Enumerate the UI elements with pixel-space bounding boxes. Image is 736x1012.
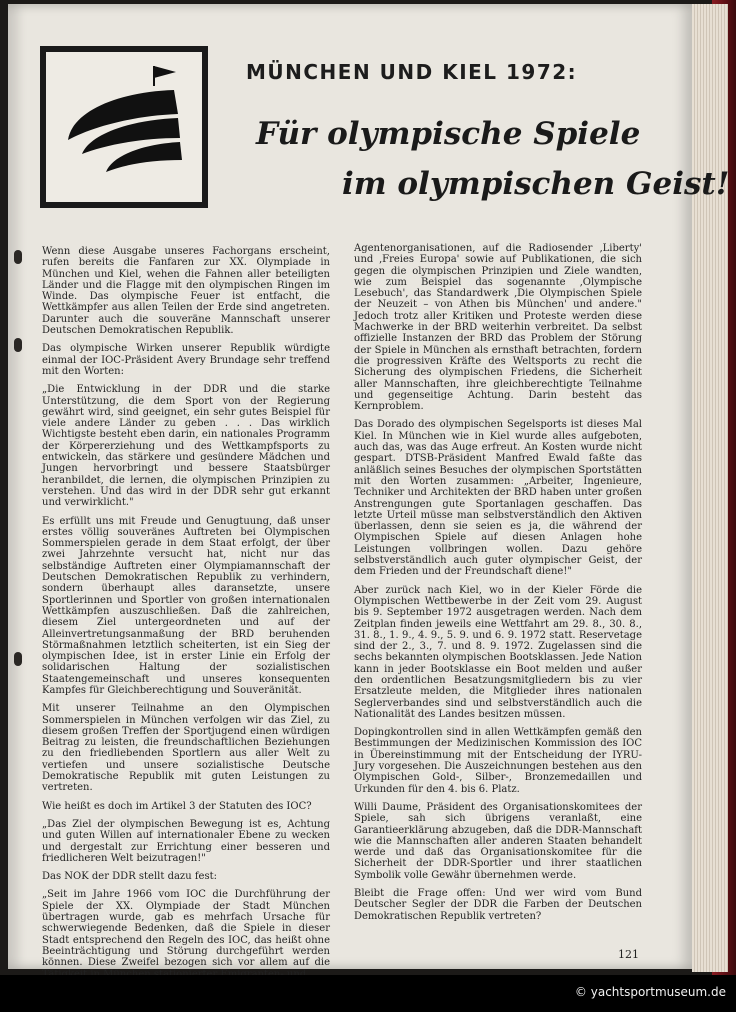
paragraph: Das Dorado des olympischen Segelsports ist dieses Mal Kiel. In München wie in Kiel wurde alles aufgeboten, auch das, was das Auge erfreut. An Kosten wurde nicht gespart. DTSB-Präsident Manfred Ewald faßte das anläßlich seines Besuches der olympischen Sportstätten mit den Worten zusammen: „Arbeiter, Ingenieure, Techniker und Architekten der BRD haben unter großen Anstrengungen gute Sportanlagen geschaffen. Das letzte Urteil müsse man selbstverständlich den Aktiven überlassen, denn sie seien es ja, die während der Olympischen Spiele auf diesen Anlagen hohe Leistungen vollbringen wollen. Dazu gehöre selbstverständlich auch guter olympischer Geist, der dem Frieden und der Freundschaft diene!" bbox=[354, 419, 642, 578]
paragraph: Dopingkontrollen sind in allen Wettkämpfen gemäß den Bestimmungen der Medizinischen Kommission des IOC in Übereinstimmung mit der Entscheidung der IYRU-Jury vorgesehen. Die Auszeichnungen bestehen aus den Olympischen Gold-, Silber-, Bronzemedaillen und Urkunden für den 4. bis 6. Platz. bbox=[354, 727, 642, 795]
binding-hole-icon bbox=[14, 652, 22, 666]
article-heading: MÜNCHEN UND KIEL 1972: bbox=[246, 60, 578, 84]
page-number: 121 bbox=[618, 948, 639, 961]
olympic-sail-logo bbox=[40, 46, 208, 208]
quote-paragraph: „Seit im Jahre 1966 vom IOC die Durchführung der Spiele der XX. Olympiade der Stadt München übertragen wurde, gab es mehrfach Ursache für schwerwiegende Bedenken, daß die Spiele in dieser Stadt entsprechend den Regeln des IOC, das heißt ohne Beeinträchtigung und Störung durchgeführt werden können. Diese Zweifel bezogen sich vor allem auf die bbox=[42, 889, 330, 969]
paragraph: Bleibt die Frage offen: Und wer wird vom Bund Deutscher Segler der DDR die Farben der Deutschen Demokratischen Republik vertreten? bbox=[354, 888, 642, 922]
left-column bbox=[42, 246, 330, 987]
paragraph: Willi Daume, Präsident des Organisationskomitees der Spiele, sah sich übrigens veranlaßt, eine Garantieerklärung abzugeben, daß die DDR-Mannschaft wie die Mannschaften aller anderen Staaten behandelt werde und daß das Organisationskomitee für die Sicherheit der DDR-Sportler und ihrer staatlichen Symbolik volle Gewähr übernehmen werde. bbox=[354, 801, 642, 881]
quote-paragraph: „Das Ziel der olympischen Bewegung ist es, Achtung und guten Willen auf internationaler Ebene zu wecken und dergestalt zur Errichtung einer besseren und friedlicheren Welt beizutragen!" bbox=[42, 818, 330, 864]
sail-emblem-icon bbox=[46, 52, 202, 202]
article-subheading-line1: Für olympische Spiele bbox=[256, 116, 641, 152]
article-subheading-line2: im olympischen Geist! bbox=[342, 166, 730, 202]
right-column bbox=[354, 243, 642, 929]
paragraph: Es erfüllt uns mit Freude und Genugtuung, daß unser erstes völlig souveränes Auftreten bei Olympischen Sommerspielen gerade in dem Staat erfolgt, der über zwei Jahrzehnte versucht hat, nicht nur das selbständige Auftreten einer Olympiamannschaft der Deutschen Demokratischen Republik zu verhindern, sondern überhaupt alles daransetzte, unsere Sportlerinnen und Sportler von großen internationalen Wettkämpfen auszuschließen. Daß die zahlreichen, diesem Ziel untergeordneten und auf der Alleinvertretungsanmaßung der BRD beruhenden Störmaßnahmen letztlich scheiterten, ist ein Sieg der olympischen Idee, ist in erster Linie ein Erfolg der solidarischen Haltung der sozialistischen Staatengemeinschaft und unseres konsequenten Kampfes für Gleichberechtigung und Souveränität. bbox=[42, 515, 330, 696]
paragraph: Mit unserer Teilnahme an den Olympischen Sommerspielen in München verfolgen wir das Ziel, zu diesem großen Treffen der Sportjugend einen würdigen Beitrag zu leisten, die freundschaftlichen Beziehungen zu den friedliebenden Sportlern aus aller Welt zu vertiefen und unsere sozialistische Deutsche Demokratische Republik mit guten Leistungen zu vertreten. bbox=[42, 703, 330, 794]
paragraph: Wenn diese Ausgabe unseres Fachorgans erscheint, rufen bereits die Fanfaren zur XX. Olympiade in München und Kiel, wehen die Fahnen aller beteiligten Länder und die Flagge mit den olympischen Ringen im Winde. Das olympische Feuer ist entfacht, die Wettkämpfer aus allen Teilen der Erde sind angetreten. Darunter auch die souveräne Mannschaft unserer Deutschen Demokratischen Republik. bbox=[42, 246, 330, 337]
paragraph: Das NOK der DDR stellt dazu fest: bbox=[42, 871, 217, 883]
binding-hole-icon bbox=[14, 250, 22, 264]
binding-hole-icon bbox=[14, 338, 22, 352]
paragraph: Wie heißt es doch im Artikel 3 der Statuten des IOC? bbox=[42, 800, 312, 812]
paragraph: Agentenorganisationen, auf die Radiosender ‚Liberty' und ‚Freies Europa' sowie auf Publikationen, die sich gegen die olympischen Prinzipien und Ziele wandten, wie zum Beispiel das sogenannte ‚Olympische Lesebuch', das Standardwerk ‚Die Olympischen Spiele der Neuzeit – von Athen bis München' und andere." Jedoch trotz aller Kritiken und Proteste werden diese Machwerke in der BRD weiterhin verbreitet. Da selbst offizielle Instanzen der BRD das Problem der Störung der Spiele in München als ernsthaft betrachten, fordern die progressiven Kräfte des Weltsports zu recht die Sicherung des olympischen Friedens, die Sicherheit aller Mannschaften, ihre gleichberechtigte Teilnahme und gegenseitige Achtung. Darin besteht das Kernproblem. bbox=[354, 243, 642, 413]
paragraph: Das olympische Wirken unserer Republik würdigte einmal der IOC-Präsident Avery Brundage sehr treffend mit den Worten: bbox=[42, 343, 330, 377]
watermark-text: © yachtsportmuseum.de bbox=[574, 985, 726, 999]
paragraph: Aber zurück nach Kiel, wo in der Kieler Förde die Olympischen Wettbewerbe in der Zeit vom 29. August bis 9. September 1972 ausgetragen werden. Nach dem Zeitplan finden jeweils eine Wettfahrt am 29. 8., 30. 8., 31. 8., 1. 9., 4. 9., 5. 9. und 6. 9. 1972 statt. Reservetage sind der 2., 3., 7. und 8. 9. 1972. Zugelassen sind die sechs bekannten olympischen Bootsklassen. Jede Nation kann in jeder Bootsklasse ein Boot melden und außer den ordentlichen Besatzungsmitgliedern bis zu vier Ersatzleute melden, die Mitglieder ihres nationalen Seglerverbandes sind und selbstverständlich auch die Nationalität des Landes besitzen müssen. bbox=[354, 584, 642, 720]
quote-paragraph: „Die Entwicklung in der DDR und die starke Unterstützung, die dem Sport von der Regierung gewährt wird, sind geeignet, ein sehr gutes Beispiel für viele andere Länder zu geben . . . Das wirklich Wichtigste besteht eben darin, ein nationales Programm der Körpererziehung und des Wettkampfsports zu entwickeln, das stärkere und gesündere Mädchen und Jungen hervorbringt und bessere Staatsbürger heranbildet, die lernen, die olympischen Prinzipien zu verstehen. Und das wird in der DDR sehr gut erkannt und verwirklicht." bbox=[42, 384, 330, 509]
page-stack-edge bbox=[692, 4, 728, 972]
